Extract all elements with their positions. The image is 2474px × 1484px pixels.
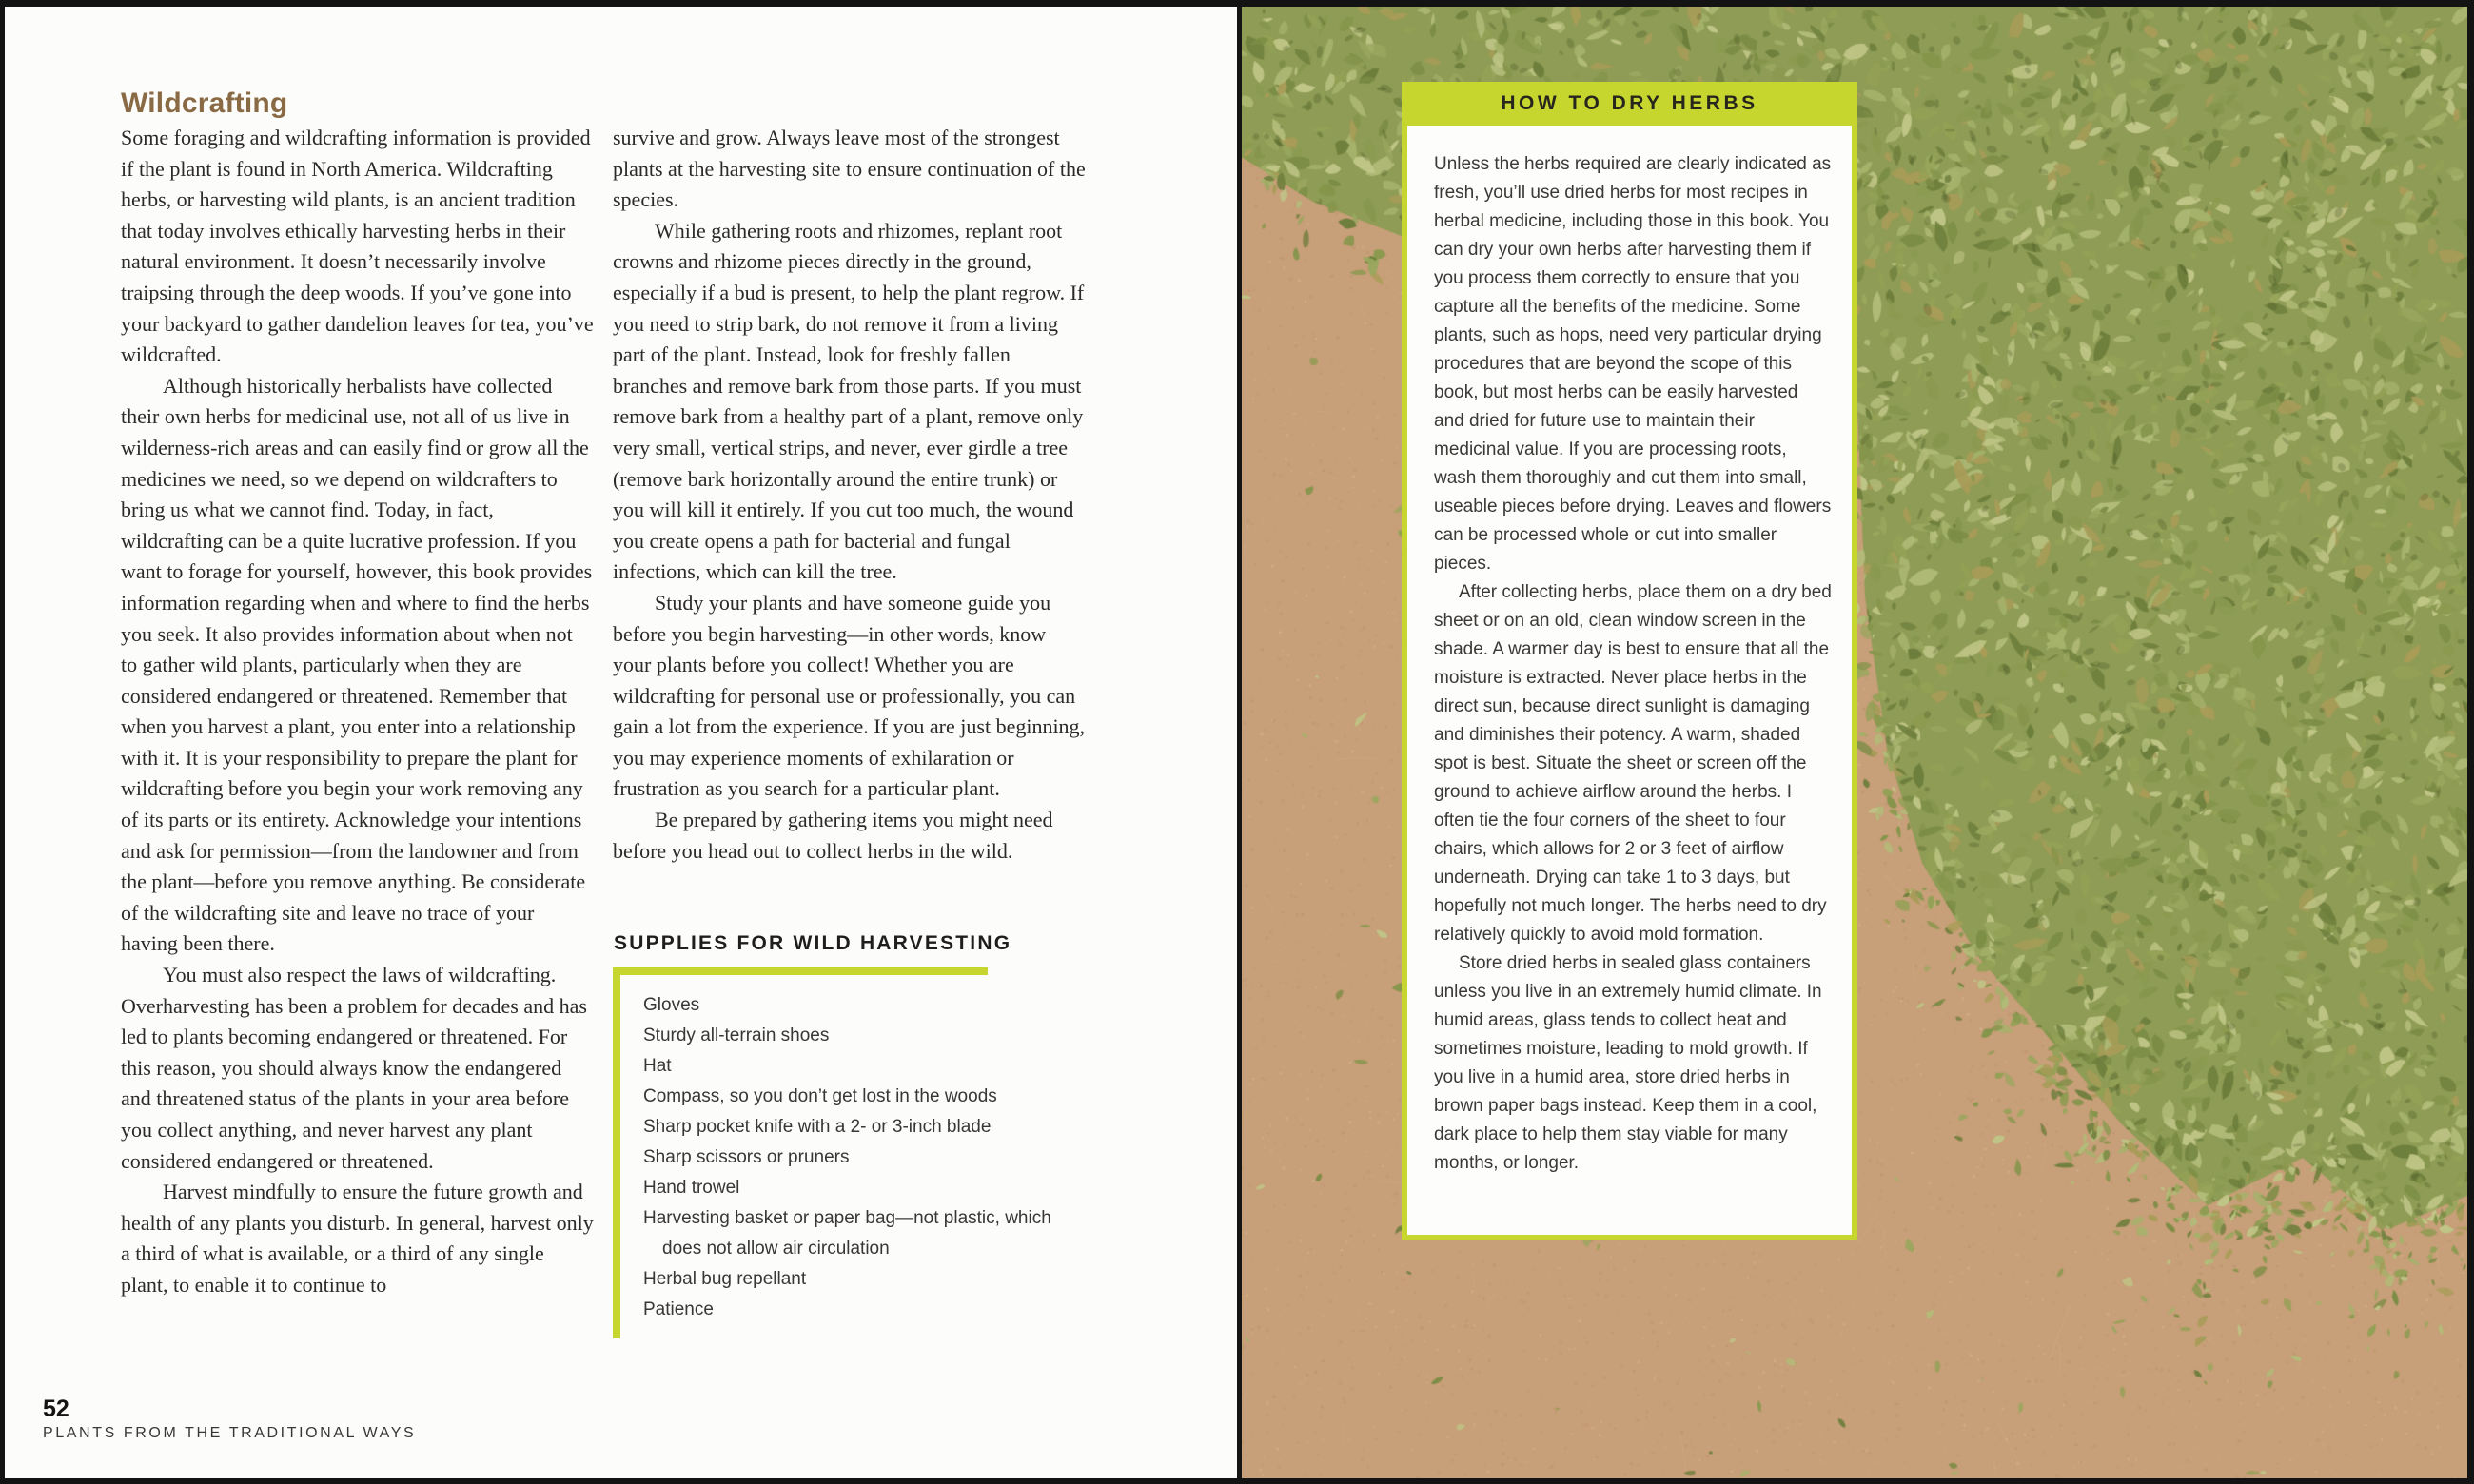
body-paragraph: Study your plants and have someone guide you before you begin harvesting—in other words, know your plants before you collect! Whether you are wildcrafting for personal use or professionally, you can gain a lot from the experience. If you are just beginning, you may experience moments of exhilaration or frustration as you search for a particular plant.	[613, 590, 1086, 801]
page-gutter	[1237, 7, 1242, 1478]
body-paragraph: Harvest mindfully to ensure the future growth and health of any plants you disturb. In general, harvest only a third of what is available, or a third of any single plant, to enable it to continue to	[121, 1180, 594, 1297]
body-paragraph: Some foraging and wildcrafting information is provided if the plant is found in North America. Wildcrafting herbs, or harvesting wild plants, is an ancient tradition that today involves ethically harvesting herbs in their natural environment. It doesn’t necessarily involve traipsing through the deep woods. If you’ve gone into your backyard to gather dandelion leaves for tea, you’ve wildcrafted.	[121, 126, 594, 367]
supplies-section	[613, 931, 1089, 1338]
box-paragraph: After collecting herbs, place them on a dry bed sheet or on an old, clean window screen in the shade. A warmer day is best to ensure that all the moisture is extracted. Never place herbs in the direct sun, because direct sunlight is damaging and diminishes their potency. A warm, shaded spot is best. Situate the sheet or screen off the ground to achieve airflow around the herbs. I often tie the four corners of the sheet to four chairs, which allows for 2 or 3 feet of airflow underneath. Drying can take 1 to 3 days, but hopefully not much longer. The herbs need to dry relatively quickly to avoid mold formation.	[1434, 582, 1832, 945]
box-paragraph: Store dried herbs in sealed glass containers unless you live in an extremely humid climate. In humid areas, glass tends to collect heat and sometimes moisture, leading to mold growth. If you live in a humid area, store dried herbs in brown paper bags instead. Keep them in a cool, dark place to help them stay viable for many months, or longer.	[1434, 953, 1822, 1173]
supplies-list	[643, 990, 1089, 1325]
supplies-list-item: Hat	[643, 1056, 672, 1076]
supplies-heading: SUPPLIES FOR WILD HARVESTING	[614, 932, 1012, 954]
body-paragraph: You must also respect the laws of wildcrafting. Overharvesting has been a problem for decades and has led to plants becoming endangered or threatened. For this reason, you should always know the endangered and threatened status of the plants in your area before you collect anything, and never harvest any plant considered endangered or threatened.	[121, 963, 587, 1173]
text-column-left	[121, 123, 594, 1301]
how-to-dry-herbs-box	[1402, 82, 1857, 1240]
left-page	[5, 7, 1237, 1478]
box-title: HOW TO DRY HERBS	[1501, 92, 1758, 114]
supplies-list-item: Harvesting basket or paper bag—not plastic, which does not allow air circulation	[643, 1208, 1051, 1259]
supplies-list-item: Hand trowel	[643, 1178, 740, 1198]
supplies-accent-rule	[613, 967, 988, 975]
box-paragraph: Unless the herbs required are clearly indicated as fresh, you’ll use dried herbs for most recipes in herbal medicine, including those in this book. You can dry your own herbs after harvesting them if you process them correctly to ensure that you capture all the benefits of the medicine. Some plants, such as hops, need very particular drying procedures that are beyond the scope of this book, but most herbs can be easily harvested and dried for future use to maintain their medicinal value. If you are processing roots, wash them thoroughly and cut them into small, useable pieces before drying. Leaves and flowers can be processed whole or cut into smaller pieces.	[1434, 154, 1832, 574]
box-title-banner	[1402, 82, 1857, 126]
footer-book-title: PLANTS FROM THE TRADITIONAL WAYS	[43, 1425, 417, 1441]
text-column-right	[613, 123, 1086, 867]
section-heading: Wildcrafting	[121, 88, 288, 119]
body-paragraph: survive and grow. Always leave most of the strongest plants at the harvesting site to ensure continuation of the species.	[613, 126, 1086, 212]
body-paragraph: While gathering roots and rhizomes, replant root crowns and rhizome pieces directly in the ground, especially if a bud is present, to help the plant regrow. If you need to strip bark, do not remove it from a living part of the plant. Instead, look for freshly fallen branches and remove bark from those parts. If you must remove bark from a healthy part of a plant, remove only very small, vertical strips, and never, ever girdle a tree (remove bark horizontally around the entire trunk) or you will kill it entirely. If you cut too much, the wound you create opens a path for bacterial and fungal infections, which can kill the tree.	[613, 218, 1085, 584]
footer-page-number: 52	[43, 1396, 69, 1422]
box-body	[1402, 126, 1857, 1240]
supplies-list-item: Sharp scissors or pruners	[643, 1147, 850, 1167]
supplies-list-item: Gloves	[643, 995, 700, 1015]
photo-page	[1237, 7, 2467, 1478]
supplies-list-item: Herbal bug repellant	[643, 1269, 807, 1289]
supplies-list-item: Patience	[643, 1299, 714, 1319]
supplies-list-item: Compass, so you don’t get lost in the woods	[643, 1086, 997, 1106]
supplies-list-item: Sturdy all-terrain shoes	[643, 1025, 830, 1045]
supplies-list-item: Sharp pocket knife with a 2- or 3-inch blade	[643, 1117, 992, 1137]
supplies-accent-border	[613, 975, 1089, 1338]
body-paragraph: Although historically herbalists have collected their own herbs for medicinal use, not all of us live in wilderness-rich areas and can easily find or grow all the medicines we need, so we depend on wildcrafters to bring us what we cannot find. Today, in fact, wildcrafting can be a quite lucrative profession. If you want to forage for yourself, however, this book provides information regarding when and where to find the herbs you seek. It also provides information about when not to gather wild plants, particularly when they are considered endangered or threatened. Remember that when you harvest a plant, you enter into a relationship with it. It is your responsibility to prepare the plant for wildcrafting before you begin your work removing any of its parts or its entirety. Acknowledge your intentions and ask for permission—from the landowner and from the plant—before you remove anything. Be considerate of the wildcrafting site and leave no trace of your having been there.	[121, 373, 593, 956]
body-paragraph: Be prepared by gathering items you might need before you head out to collect herbs in the wild.	[613, 808, 1053, 863]
